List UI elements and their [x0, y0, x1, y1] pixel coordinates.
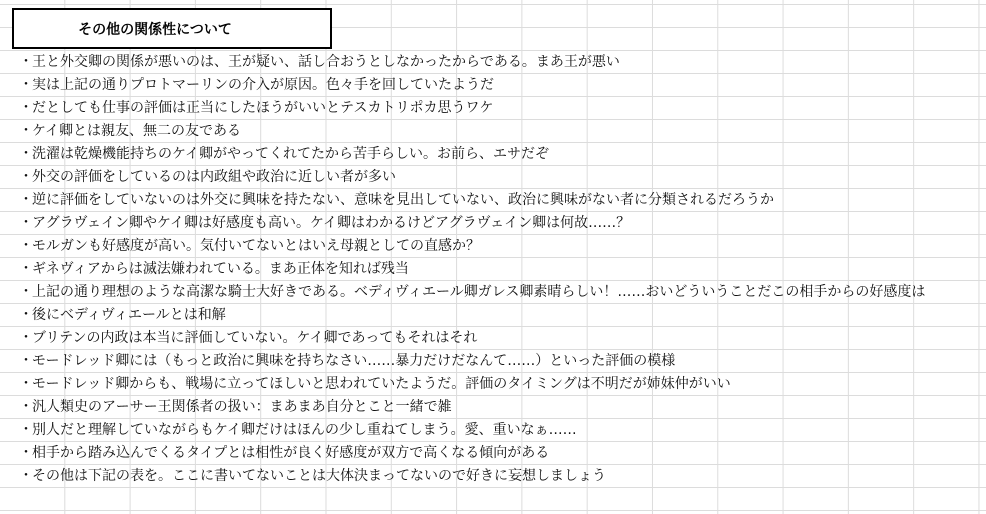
note-text: 王と外交卿の関係が悪いのは、王が疑い、話し合おうとしなかったからである。まあ王が悪い [32, 54, 620, 70]
bullet-glyph: ・ [19, 376, 33, 392]
bullet-glyph: ・ [19, 468, 33, 484]
note-row[interactable] [0, 304, 986, 327]
bullet-glyph: ・ [19, 330, 33, 346]
note-text: だとしても仕事の評価は正当にしたほうがいいとテスカトリポカ思うワケ [32, 100, 494, 116]
bullet-glyph: ・ [19, 54, 33, 70]
bullet-glyph: ・ [19, 169, 33, 185]
bullet-glyph: ・ [19, 284, 33, 300]
note-text: アグラヴェイン卿やケイ卿は好感度も高い。ケイ卿はわかるけどアグラヴェイン卿は何故……？ [32, 215, 631, 231]
note-text: 後にベディヴィエールとは和解 [32, 307, 226, 323]
bullet-glyph: ・ [19, 399, 33, 415]
note-text: 外交の評価をしているのは内政組や政治に近しい者が多い [32, 169, 396, 185]
note-text: ケイ卿とは親友、無二の友である [32, 123, 242, 139]
note-text: ギネヴィアからは滅法嫌われている。まあ正体を知れば残当 [32, 261, 409, 277]
note-row[interactable] [0, 143, 986, 166]
note-text: ブリテンの内政は本当に評価していない。ケイ卿であってもそれはそれ [32, 330, 478, 346]
bullet-glyph: ・ [19, 192, 33, 208]
note-row[interactable] [0, 442, 986, 465]
bullet-glyph: ・ [19, 307, 33, 323]
bullet-glyph: ・ [19, 422, 33, 438]
notes-list [0, 51, 986, 488]
bullet-glyph: ・ [19, 215, 33, 231]
note-text: 汎人類史のアーサー王関係者の扱い：まあまあ自分とこと一緒で雑 [32, 399, 452, 415]
note-row[interactable] [0, 97, 986, 120]
note-row[interactable] [0, 235, 986, 258]
section-title-cell[interactable] [12, 8, 332, 49]
bullet-glyph: ・ [19, 261, 33, 277]
note-row[interactable] [0, 373, 986, 396]
note-text: モルガンも好感度が高い。気付いてないとはいえ母親としての直感か？ [32, 238, 480, 254]
note-text: モードレッド卿からも、戦場に立ってほしいと思われていたようだ。評価のタイミングは不明だが姉妹仲がいい [32, 376, 731, 392]
note-row[interactable] [0, 396, 986, 419]
note-text: 逆に評価をしていないのは外交に興味を持たない、意味を見出していない、政治に興味がない者に分類されるだろうか [32, 192, 774, 208]
note-row[interactable] [0, 51, 986, 74]
note-row[interactable] [0, 350, 986, 373]
note-row[interactable] [0, 419, 986, 442]
note-row[interactable] [0, 327, 986, 350]
note-text: 上記の通り理想のような高潔な騎士大好きである。ベディヴィエール卿ガレス卿素晴らしい！……おいどういうことだこの相手からの好感度は [32, 284, 926, 300]
bullet-glyph: ・ [19, 100, 33, 116]
note-row[interactable] [0, 166, 986, 189]
note-row[interactable] [0, 74, 986, 97]
note-text: 別人だと理解していながらもケイ卿だけはほんの少し重ねてしまう。愛、重いなぁ…… [32, 422, 577, 438]
note-row[interactable] [0, 120, 986, 143]
bullet-glyph: ・ [19, 146, 33, 162]
bullet-glyph: ・ [19, 353, 33, 369]
note-text: その他は下記の表を。ここに書いてないことは大体決まってないので好きに妄想しましょう [32, 468, 606, 484]
bullet-glyph: ・ [19, 123, 33, 139]
bullet-glyph: ・ [19, 77, 33, 93]
section-title: その他の関係性について [78, 21, 232, 38]
note-text: モードレッド卿には（もっと政治に興味を持ちなさい……暴力だけだなんて……）といった評価の模様 [32, 353, 676, 369]
note-text: 洗濯は乾燥機能持ちのケイ卿がやってくれてたから苦手らしい。お前ら、エサだぞ [32, 146, 550, 162]
note-row[interactable] [0, 189, 986, 212]
note-row[interactable] [0, 212, 986, 235]
note-text: 実は上記の通りプロトマーリンの介入が原因。色々手を回していたようだ [32, 77, 494, 93]
bullet-glyph: ・ [19, 238, 33, 254]
note-row[interactable] [0, 465, 986, 488]
note-row[interactable] [0, 281, 986, 304]
note-row[interactable] [0, 258, 986, 281]
note-text: 相手から踏み込んでくるタイプとは相性が良く好感度が双方で高くなる傾向がある [32, 445, 550, 461]
bullet-glyph: ・ [19, 445, 33, 461]
